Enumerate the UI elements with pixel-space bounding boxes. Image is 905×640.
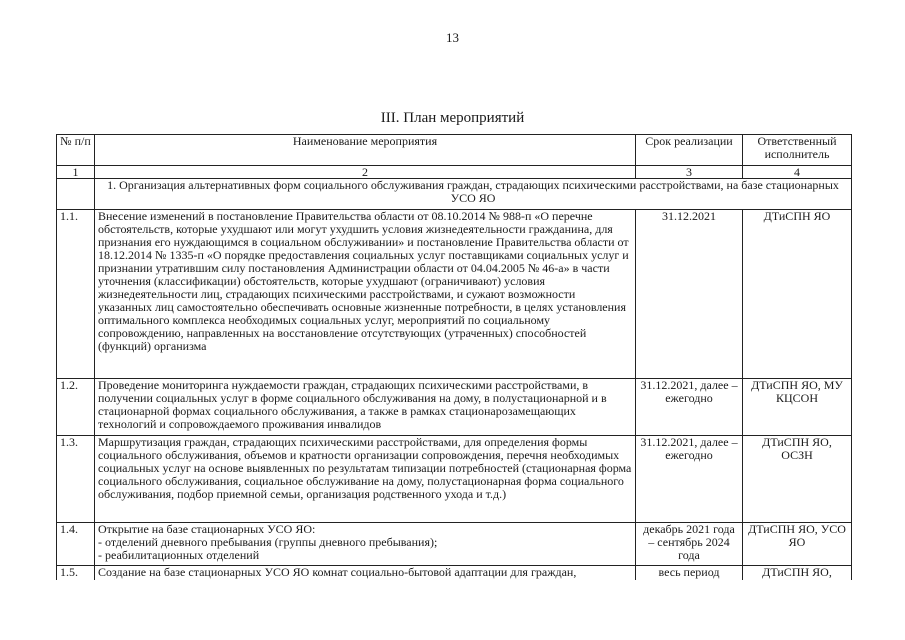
row-measure: Проведение мониторинга нуждаемости граждан, страдающих психическими расстройствами, в получении социальных услуг в форме социального обслуживания на дому, в полустационарной и в стационарной формах социального обслуживания, а также в рамках стационарозамещающих технологий и сопровождаемого проживания инвалидов [95, 379, 636, 436]
row-number: 1.5. [57, 566, 95, 581]
row-measure: Открытие на базе стационарных УСО ЯО: - отделений дневного пребывания (группы дневного пребывания); - реабилитационных отделений [95, 523, 636, 566]
row-number: 1.3. [57, 436, 95, 523]
row-number: 1.4. [57, 523, 95, 566]
row-measure: Маршрутизация граждан, страдающих психическими расстройствами, для определения формы социального обслуживания, объемов и кратности организации сопровождения, перечня необходимых социальных услуг на основе выявленных по результатам типизации потребностей (стационарная форма социального обслуживания, социальное обслуживание на дому, полустационарная форма социального обслуживания, подбор приемной семьи, организация родственного ухода и т.д.) [95, 436, 636, 523]
row-responsible: ДТиСПН ЯО, ОСЗН [743, 436, 852, 523]
page-number: 13 [446, 30, 459, 45]
row-term: весь период [636, 566, 743, 581]
measures-plan-table [56, 134, 852, 580]
column-number: 4 [743, 166, 852, 179]
row-term: 31.12.2021, далее – ежегодно [636, 379, 743, 436]
row-number: 1.1. [57, 210, 95, 379]
row-number: 1.2. [57, 379, 95, 436]
row-measure: Создание на базе стационарных УСО ЯО комнат социально-бытовой адаптации для граждан, [95, 566, 636, 581]
section-title: III. План мероприятий [380, 110, 525, 126]
row-term: декабрь 2021 года – сентябрь 2024 года [636, 523, 743, 566]
header-name: Наименование мероприятия [95, 135, 636, 166]
column-number: 2 [95, 166, 636, 179]
row-responsible: ДТиСПН ЯО [743, 210, 852, 379]
table-row [57, 210, 852, 379]
header-responsible: Ответственный исполнитель [743, 135, 852, 166]
group-row [57, 179, 852, 210]
table-row [57, 379, 852, 436]
column-number: 1 [57, 166, 95, 179]
row-term: 31.12.2021 [636, 210, 743, 379]
row-term: 31.12.2021, далее – ежегодно [636, 436, 743, 523]
table-header-row [57, 135, 852, 166]
row-responsible: ДТиСПН ЯО, УСО ЯО [743, 523, 852, 566]
row-responsible: ДТиСПН ЯО, МУ КЦСОН [743, 379, 852, 436]
row-measure: Внесение изменений в постановление Правительства области от 08.10.2014 № 988-п «О перечне обстоятельств, которые ухудшают или могут ухудшить условия жизнедеятельности гражданина, для признания его нуждающимся в социальном обслуживании» и постановление Правительства области от 18.12.2014 № 1335-п «О порядке предоставления социальных услуг поставщиками социальных услуг и признании утратившим силу постановления Администрации области от 04.04.2005 № 46-а» в части уточнения (классификации) обстоятельств, которые ухудшают (ограничивают) условия жизнедеятельности лиц, страдающих психическими расстройствами, и сужают возможности указанных лиц самостоятельно обеспечивать основные жизненные потребности, в целях установления оптимального комплекса необходимых социальных услуг, мероприятий по социальному сопровождению, направленных на восстановление отсутствующих (утраченных) способностей (функций) организма [95, 210, 636, 379]
row-responsible: ДТиСПН ЯО, [743, 566, 852, 581]
header-num: № п/п [57, 135, 95, 166]
column-number-row [57, 166, 852, 179]
column-number: 3 [636, 166, 743, 179]
header-term: Срок реализации [636, 135, 743, 166]
table-row [57, 523, 852, 566]
group-title: 1. Организация альтернативных форм социального обслуживания граждан, страдающих психическими расстройствами, на базе стационарных УСО ЯО [95, 179, 852, 210]
table-row [57, 436, 852, 523]
table-row [57, 566, 852, 581]
